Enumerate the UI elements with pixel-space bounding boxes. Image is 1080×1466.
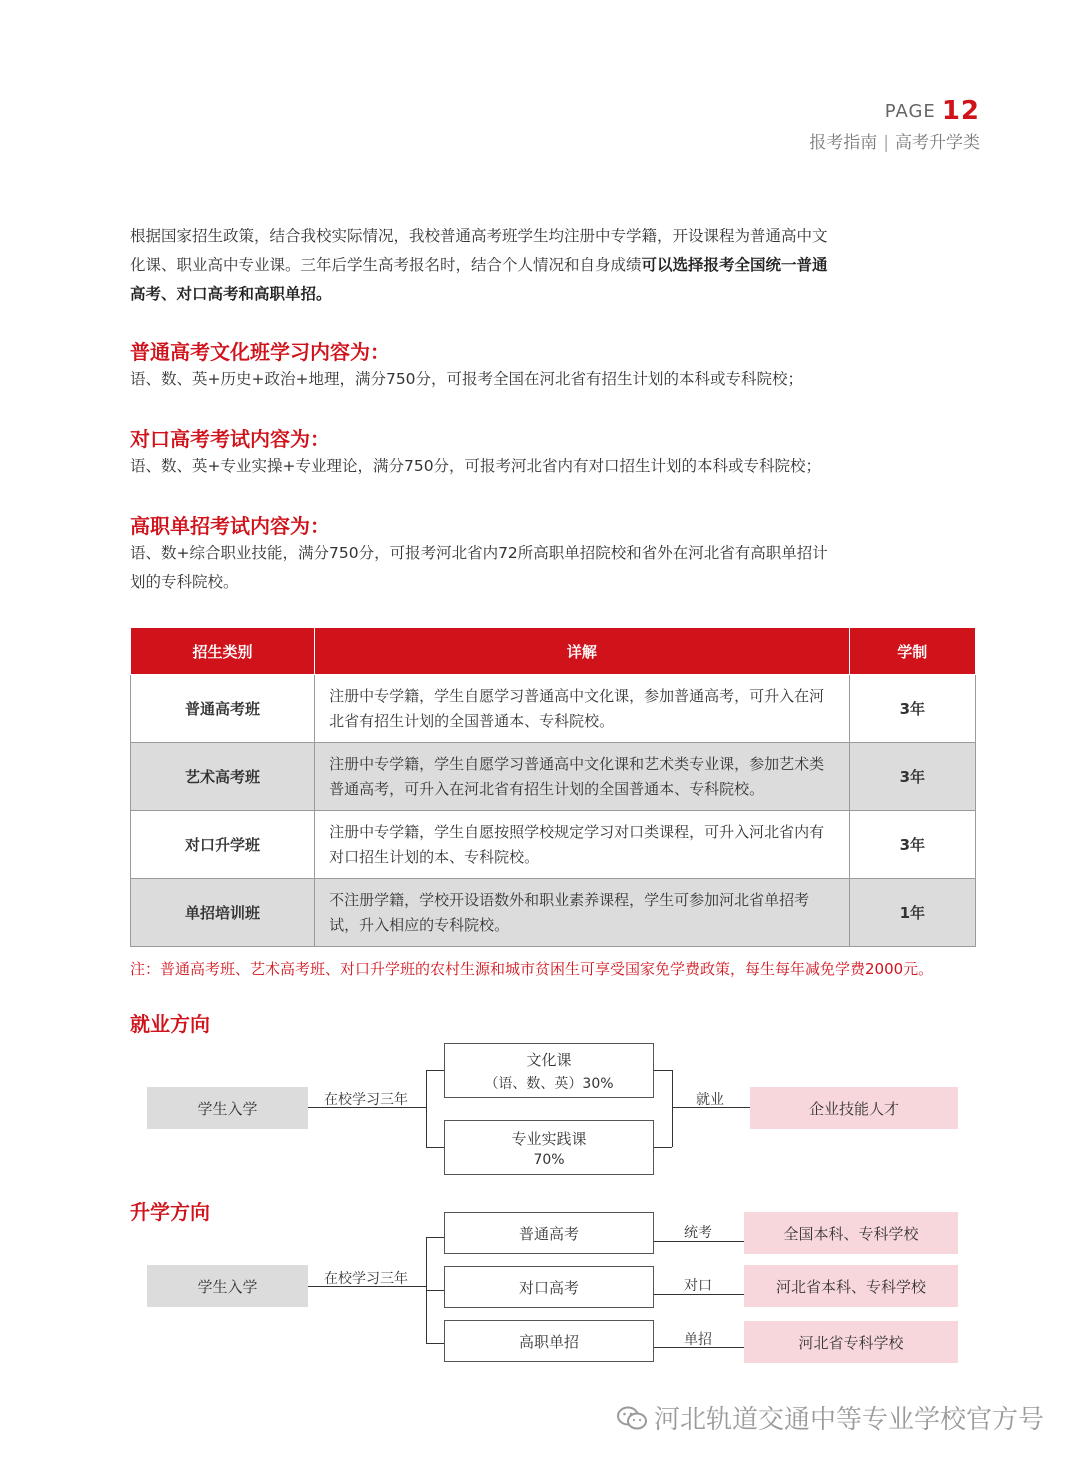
connector-line	[426, 1290, 444, 1291]
further-duration-label: 在校学习三年	[324, 1271, 408, 1287]
practice-course-title: 专业实践课	[511, 1129, 587, 1148]
row-duration: 3年	[849, 675, 975, 743]
path-exam-box	[444, 1212, 654, 1254]
path-target-text: 河北省专科学校	[798, 1333, 904, 1352]
path-exam-box	[444, 1266, 654, 1308]
connector-line	[426, 1070, 444, 1071]
employment-duration-label: 在校学习三年	[324, 1092, 408, 1108]
table-row	[131, 879, 976, 947]
section-title-single-enroll: 高职单招考试内容为：	[130, 514, 330, 538]
intro-bold-text: 可以选择报考全国统一普通高考、对口高考和高职单招。	[130, 256, 828, 303]
header-category: 招生类别	[131, 628, 315, 675]
section-text-vocational-exam: 语、数、英+专业实操+专业理论，满分750分，可报考河北省内有对口招生计划的本科或专科院校；	[130, 457, 822, 475]
connector-line	[426, 1070, 427, 1147]
further-start-text: 学生入学	[197, 1277, 258, 1296]
connector-line	[654, 1070, 672, 1071]
path-exam-box	[444, 1320, 654, 1362]
path-target-text: 全国本科、专科学校	[783, 1224, 919, 1243]
path-label: 统考	[684, 1225, 712, 1241]
watermark-text: 河北轨道交通中等专业学校官方号	[653, 1405, 1044, 1435]
further-start-box	[147, 1265, 308, 1307]
connector-line	[426, 1147, 444, 1148]
subsection-name: 高考升学类	[895, 133, 980, 153]
row-category: 对口升学班	[131, 811, 315, 879]
section-breadcrumb	[809, 128, 980, 153]
connector-line	[426, 1237, 444, 1238]
connector-line	[426, 1343, 444, 1344]
connector-line	[654, 1147, 672, 1148]
path-exam-text: 普通高考	[518, 1224, 579, 1243]
path-target-box	[744, 1212, 958, 1254]
further-study-title: 升学方向	[130, 1200, 210, 1224]
culture-course-title: 文化课	[526, 1050, 572, 1069]
culture-course-sub: （语、数、英）30%	[484, 1075, 614, 1092]
row-duration: 3年	[849, 743, 975, 811]
table-header-row	[131, 628, 976, 675]
practice-course-sub: 70%	[533, 1151, 565, 1168]
tuition-note: 注：普通高考班、艺术高考班、对口升学班的农村生源和城市贫困生可享受国家免学费政策，每生每年减免学费2000元。	[130, 960, 934, 978]
path-label: 单招	[684, 1332, 712, 1348]
wechat-watermark	[616, 1399, 1044, 1436]
wechat-icon	[616, 1405, 648, 1431]
path-target-box	[744, 1265, 958, 1307]
employment-result-label: 就业	[696, 1092, 724, 1108]
row-detail: 注册中专学籍，学生自愿学习普通高中文化课，参加普通高考，可升入在河北省有招生计划的全国普通本、专科院校。	[315, 675, 849, 743]
row-detail: 不注册学籍，学校开设语数外和职业素养课程，学生可参加河北省单招考试，升入相应的专科院校。	[315, 879, 849, 947]
connector-line	[672, 1070, 673, 1147]
intro-paragraph	[130, 222, 830, 309]
row-duration: 1年	[849, 879, 975, 947]
table-row	[131, 811, 976, 879]
header-detail: 详解	[315, 628, 849, 675]
table-row	[131, 675, 976, 743]
row-detail: 注册中专学籍，学生自愿学习普通高中文化课和艺术类专业课，参加艺术类普通高考，可升入在河北省有招生计划的全国普通本、专科院校。	[315, 743, 849, 811]
header-duration: 学制	[849, 628, 975, 675]
section-name: 报考指南	[809, 133, 878, 153]
employment-result-text: 企业技能人才	[808, 1099, 899, 1118]
path-label: 对口	[684, 1278, 712, 1294]
page-label	[885, 96, 980, 126]
row-category: 普通高考班	[131, 675, 315, 743]
employment-title: 就业方向	[130, 1012, 210, 1036]
section-title-general-exam: 普通高考文化班学习内容为：	[130, 340, 390, 364]
employment-start-box	[147, 1087, 308, 1129]
path-target-box	[744, 1321, 958, 1363]
enrollment-table	[130, 627, 976, 947]
employment-start-text: 学生入学	[197, 1099, 258, 1118]
section-text-general-exam: 语、数、英+历史+政治+地理，满分750分，可报考全国在河北省有招生计划的本科或专科院校；	[130, 370, 804, 388]
section-title-vocational-exam: 对口高考考试内容为：	[130, 427, 330, 451]
path-exam-text: 高职单招	[518, 1332, 579, 1351]
path-target-text: 河北省本科、专科学校	[775, 1277, 926, 1296]
practice-course-box	[444, 1120, 654, 1175]
path-exam-text: 对口高考	[518, 1278, 579, 1297]
section-text-single-enroll: 语、数+综合职业技能，满分750分，可报考河北省内72所高职单招院校和省外在河北省有高职单招计划的专科院校。	[130, 544, 828, 591]
table-row	[131, 743, 976, 811]
row-duration: 3年	[849, 811, 975, 879]
page-number: 12	[941, 96, 980, 126]
row-detail: 注册中专学籍，学生自愿按照学校规定学习对口类课程，可升入河北省内有对口招生计划的本、专科院校。	[315, 811, 849, 879]
breadcrumb-separator: |	[883, 133, 889, 153]
row-category: 单招培训班	[131, 879, 315, 947]
page-word: PAGE	[884, 101, 936, 122]
employment-result-box	[750, 1087, 958, 1129]
row-category: 艺术高考班	[131, 743, 315, 811]
intro-text: 根据国家招生政策，结合我校实际情况，我校普通高考班学生均注册中专学籍，开设课程为普通高中文化课、职业高中专业课。三年后学生高考报名时，结合个人情况和自身成绩	[130, 227, 828, 274]
culture-course-box	[444, 1043, 654, 1098]
